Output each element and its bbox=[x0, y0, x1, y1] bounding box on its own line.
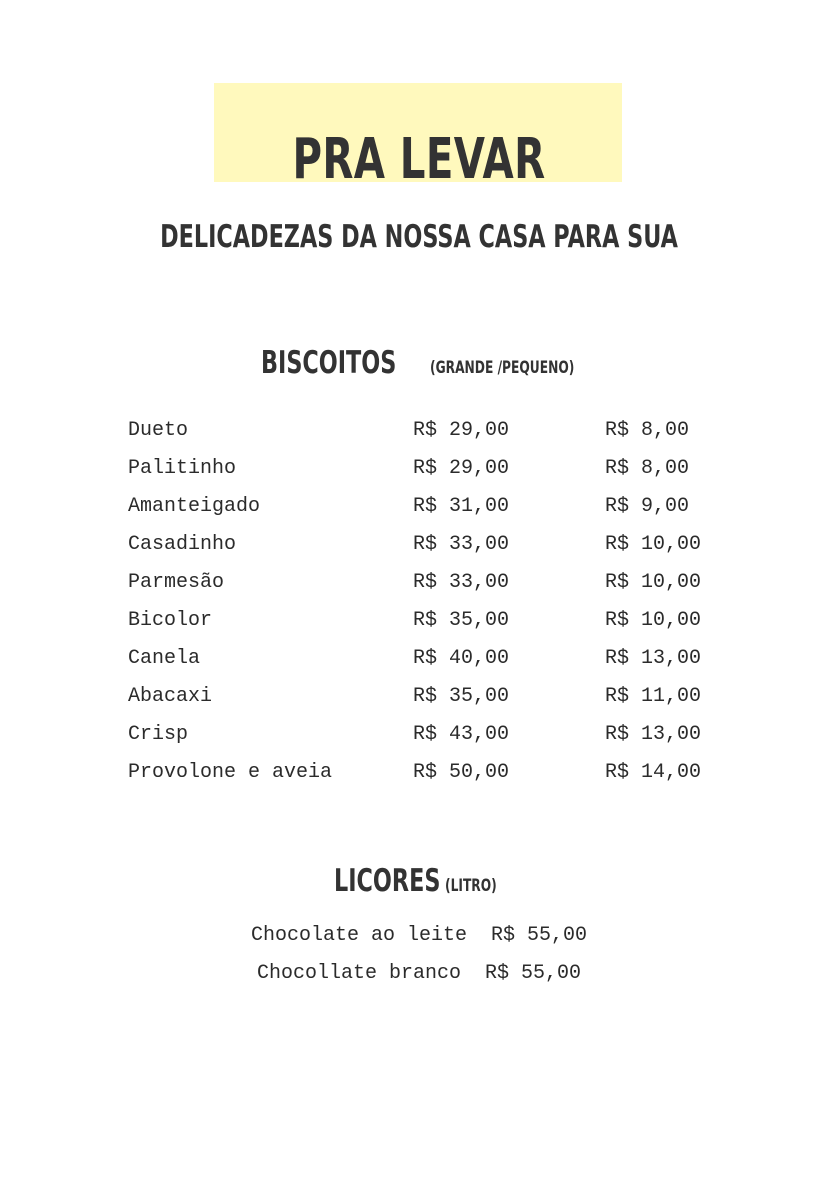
list-item bbox=[128, 602, 728, 640]
item-name: Casadinho bbox=[128, 533, 237, 556]
page-subtitle: DELICADEZAS DA NOSSA CASA PARA SUA bbox=[160, 219, 678, 255]
licor-name: Chocollate branco bbox=[256, 962, 462, 985]
list-item bbox=[128, 716, 728, 754]
item-name: Amanteigado bbox=[128, 495, 261, 518]
item-name: Parmesão bbox=[128, 571, 225, 594]
list-item bbox=[128, 488, 728, 526]
item-name: Canela bbox=[128, 647, 201, 670]
item-price-large: R$ 29,00 bbox=[413, 419, 510, 442]
list-item bbox=[128, 450, 728, 488]
biscoitos-list bbox=[128, 412, 728, 792]
licor-price: R$ 55,00 bbox=[485, 962, 582, 985]
item-price-small: R$ 8,00 bbox=[605, 419, 690, 442]
item-price-small: R$ 11,00 bbox=[605, 685, 702, 708]
item-price-large: R$ 40,00 bbox=[413, 647, 510, 670]
item-price-small: R$ 8,00 bbox=[605, 457, 690, 480]
licor-name: Chocolate ao leite bbox=[250, 924, 468, 947]
biscoitos-heading bbox=[261, 345, 449, 381]
list-item bbox=[0, 962, 838, 985]
item-price-large: R$ 35,00 bbox=[413, 685, 510, 708]
item-price-large: R$ 29,00 bbox=[413, 457, 510, 480]
item-price-small: R$ 10,00 bbox=[605, 533, 702, 556]
list-item bbox=[0, 924, 838, 947]
item-name: Dueto bbox=[128, 419, 189, 442]
page-title: PRA LEVAR bbox=[292, 127, 546, 192]
item-price-small: R$ 10,00 bbox=[605, 571, 702, 594]
biscoitos-title: BISCOITOS bbox=[261, 345, 397, 381]
item-price-large: R$ 43,00 bbox=[413, 723, 510, 746]
list-item bbox=[128, 564, 728, 602]
item-name: Provolone e aveia bbox=[128, 761, 333, 784]
list-item bbox=[128, 754, 728, 792]
item-name: Crisp bbox=[128, 723, 189, 746]
item-price-large: R$ 31,00 bbox=[413, 495, 510, 518]
item-price-small: R$ 13,00 bbox=[605, 647, 702, 670]
item-name: Abacaxi bbox=[128, 685, 213, 708]
item-price-small: R$ 14,00 bbox=[605, 761, 702, 784]
item-name: Bicolor bbox=[128, 609, 213, 632]
licores-title: LICORES bbox=[334, 863, 441, 899]
list-item bbox=[128, 678, 728, 716]
list-item bbox=[128, 412, 728, 450]
item-price-large: R$ 35,00 bbox=[413, 609, 510, 632]
item-price-small: R$ 13,00 bbox=[605, 723, 702, 746]
licor-price: R$ 55,00 bbox=[491, 924, 588, 947]
item-price-large: R$ 33,00 bbox=[413, 571, 510, 594]
item-price-small: R$ 9,00 bbox=[605, 495, 690, 518]
biscoitos-note-text: (GRANDE /PEQUENO) bbox=[430, 358, 575, 378]
item-price-large: R$ 33,00 bbox=[413, 533, 510, 556]
list-item bbox=[128, 526, 728, 564]
item-name: Palitinho bbox=[128, 457, 237, 480]
licores-note-text: (LITRO) bbox=[445, 876, 497, 896]
item-price-small: R$ 10,00 bbox=[605, 609, 702, 632]
list-item bbox=[128, 640, 728, 678]
item-price-large: R$ 50,00 bbox=[413, 761, 510, 784]
